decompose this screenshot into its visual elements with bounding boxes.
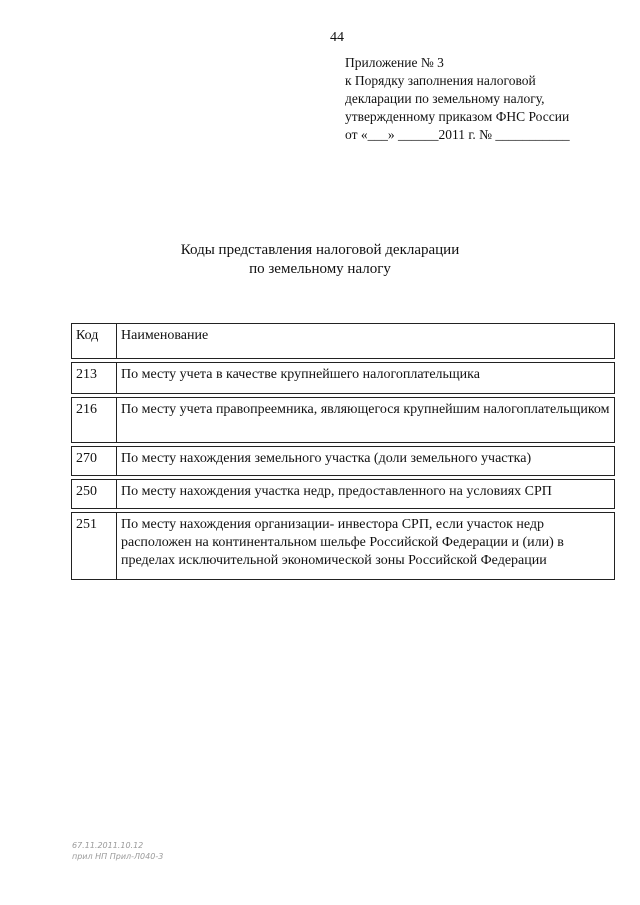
appendix-line: утвержденному приказом ФНС России xyxy=(345,109,570,124)
appendix-note xyxy=(345,54,625,144)
row-name: По месту нахождения участка недр, предоставленного на условиях СРП xyxy=(117,480,615,509)
row-code: 213 xyxy=(72,363,117,394)
page-number: 44 xyxy=(330,30,344,45)
stamp-line: прил НП Прил-Л040-3 xyxy=(72,852,164,861)
row-name: По месту нахождения организации- инвестора СРП, если участок недр расположен на континентальном шельфе Российской Федерации и (или) в пределах исключительной экономической зоны Российской Федерации xyxy=(117,513,615,580)
appendix-line: Приложение № 3 xyxy=(345,55,444,70)
codes-table xyxy=(71,323,615,580)
document-title xyxy=(0,241,640,279)
row-code: 251 xyxy=(72,513,117,580)
table-row xyxy=(72,398,615,443)
row-code: 270 xyxy=(72,447,117,476)
row-code: 250 xyxy=(72,480,117,509)
table-header-row xyxy=(72,324,615,359)
header-code: Код xyxy=(72,324,117,359)
stamp-line: 67.11.2011.10.12 xyxy=(72,841,144,850)
footer-stamp xyxy=(72,840,163,862)
appendix-line: декларации по земельному налогу, xyxy=(345,91,545,106)
row-name: По месту учета правопреемника, являющегося крупнейшим налогоплательщиком xyxy=(117,398,615,443)
title-line: Коды представления налоговой декларации xyxy=(180,242,460,258)
row-name: По месту учета в качестве крупнейшего налогоплательщика xyxy=(117,363,615,394)
table-row xyxy=(72,447,615,476)
table-row xyxy=(72,513,615,580)
table-row xyxy=(72,480,615,509)
table-row xyxy=(72,363,615,394)
title-line: по земельному налогу xyxy=(249,261,391,277)
appendix-line: от «___» ______2011 г. № ___________ xyxy=(345,127,570,142)
appendix-line: к Порядку заполнения налоговой xyxy=(345,73,536,88)
row-code: 216 xyxy=(72,398,117,443)
header-name: Наименование xyxy=(117,324,615,359)
row-name: По месту нахождения земельного участка (доли земельного участка) xyxy=(117,447,615,476)
